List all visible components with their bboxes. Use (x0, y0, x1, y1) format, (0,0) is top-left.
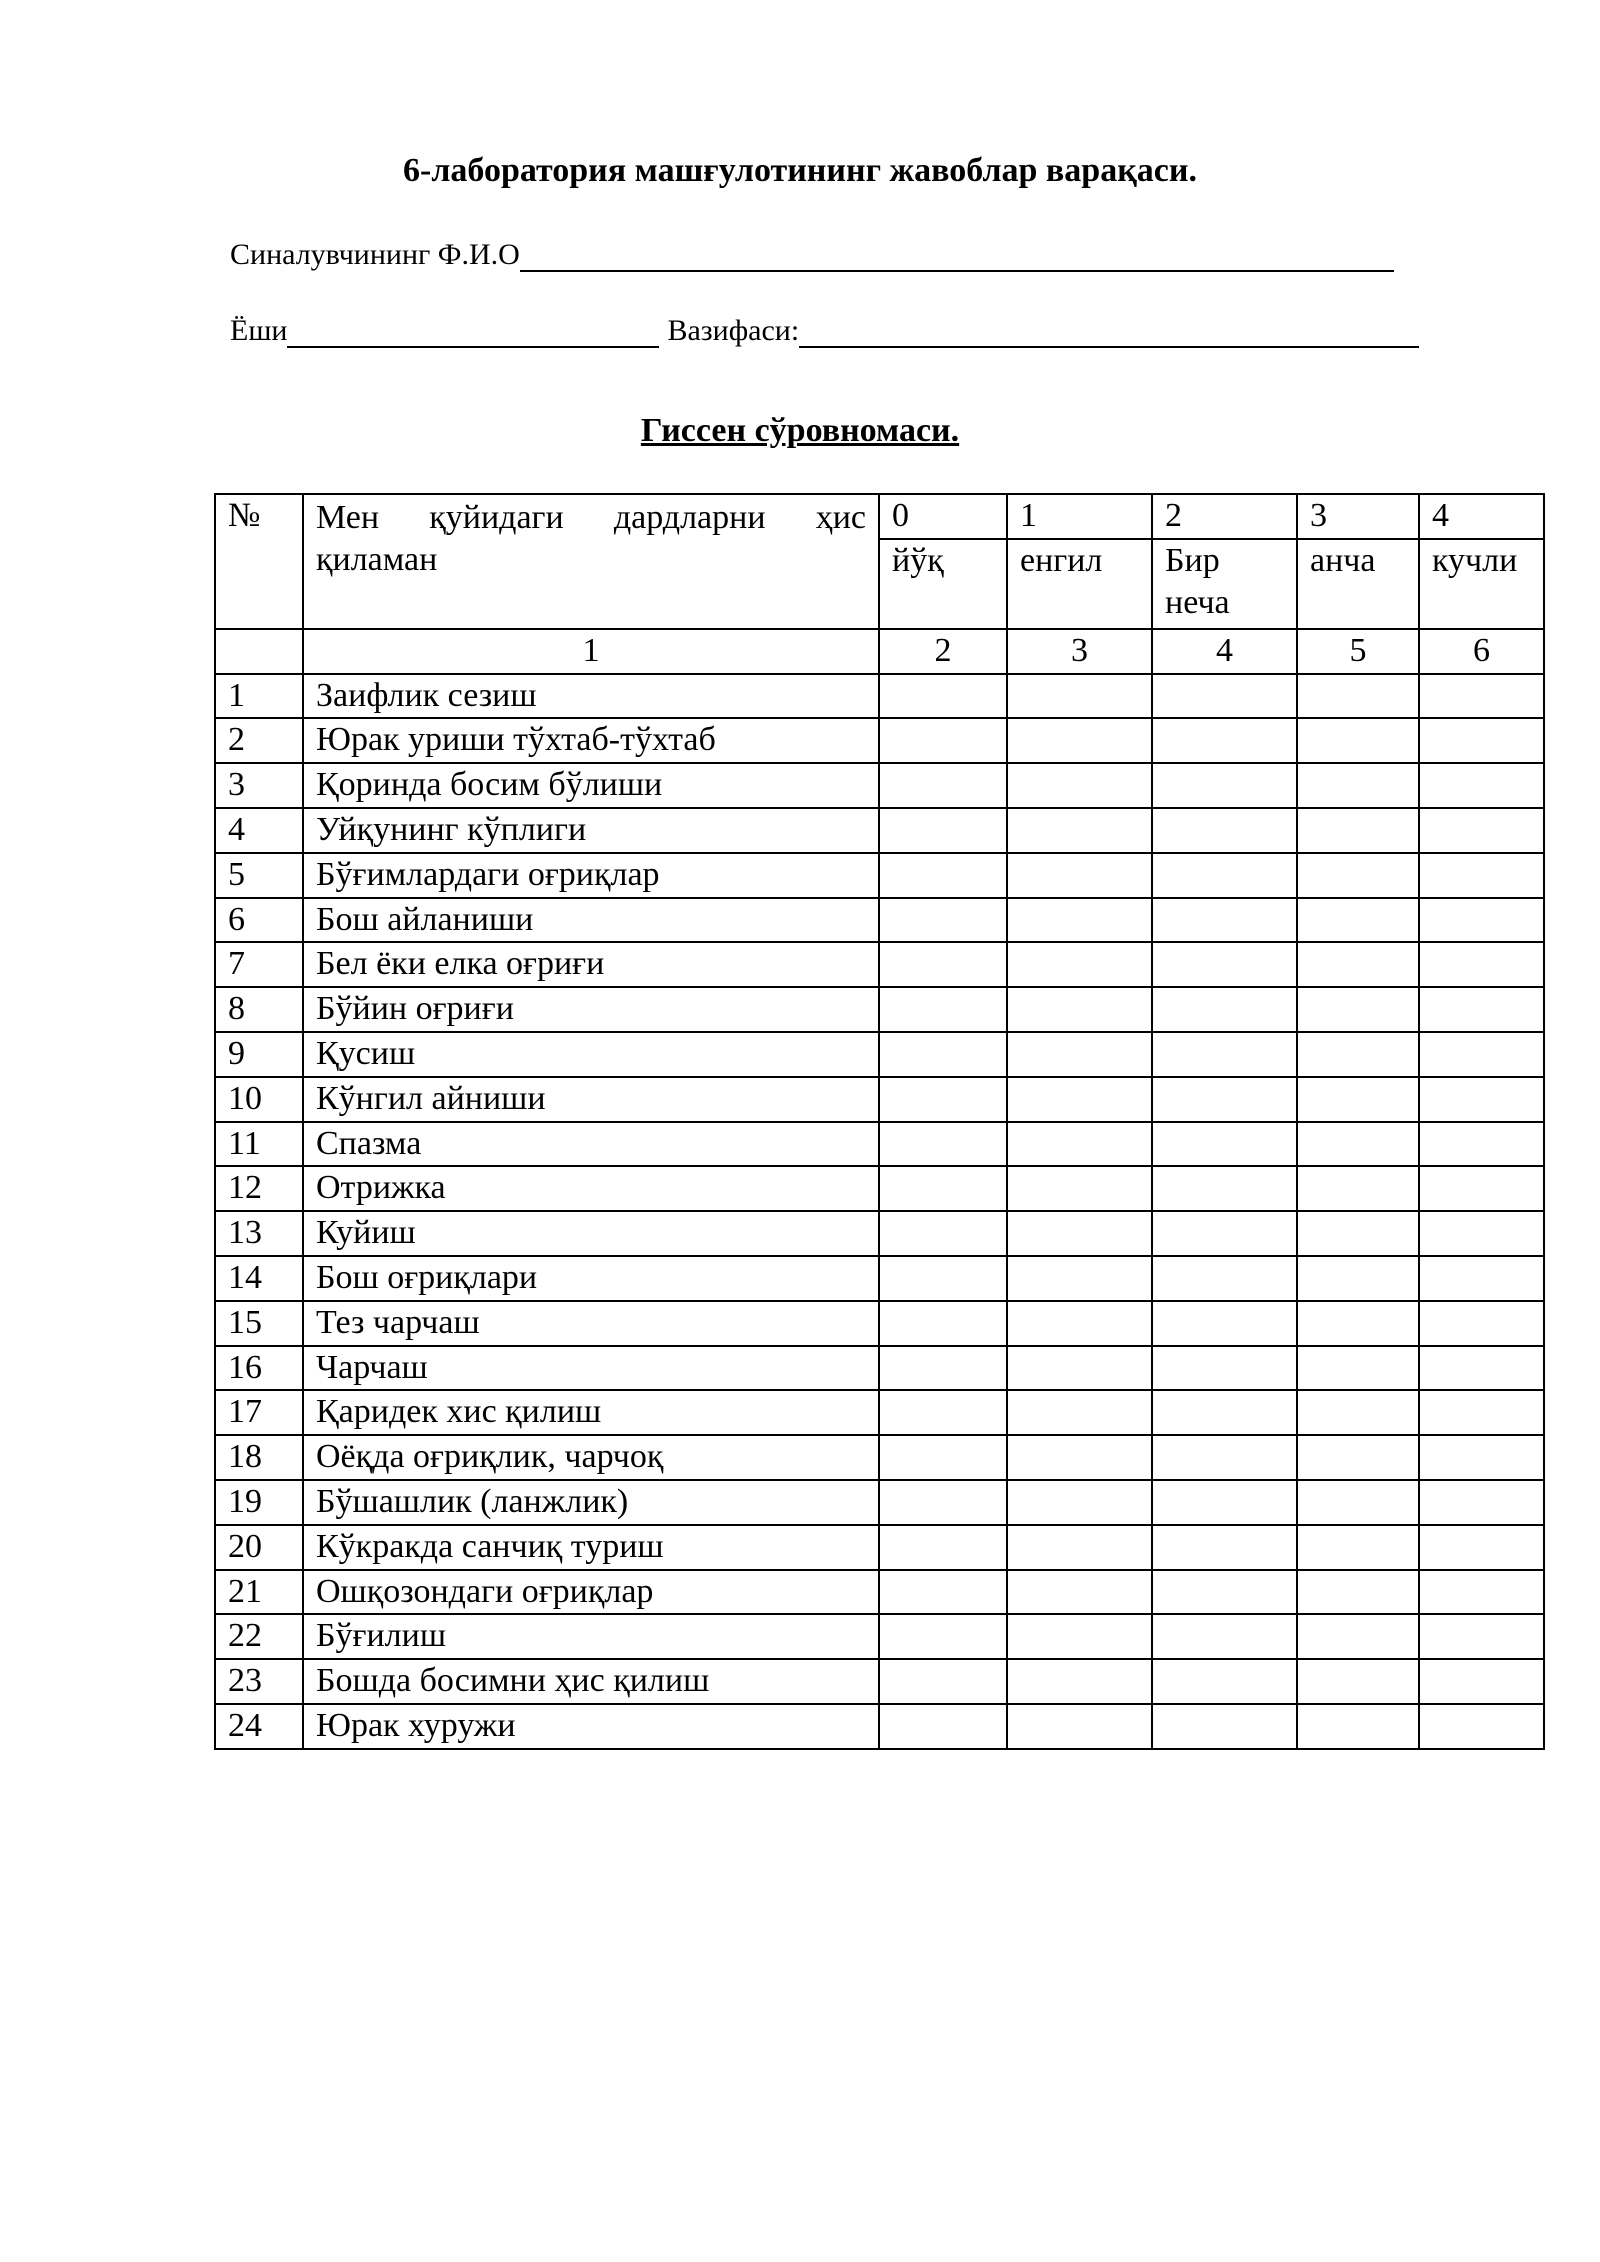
table-row (215, 898, 1544, 943)
row-statement: Бўйин оғриғи (303, 987, 879, 1032)
column-number-4: 4 (1152, 629, 1297, 674)
table-row (215, 808, 1544, 853)
answer-cell-0[interactable] (879, 1346, 1007, 1391)
answer-cell-0[interactable] (879, 1077, 1007, 1122)
scale-value-3: 3 (1297, 494, 1419, 539)
answer-cell-3[interactable] (1297, 1346, 1419, 1391)
answer-cell-0[interactable] (879, 1435, 1007, 1480)
answer-cell-2[interactable] (1152, 808, 1297, 853)
answer-cell-1[interactable] (1007, 1211, 1152, 1256)
row-statement: Чарчаш (303, 1346, 879, 1391)
answer-cell-4[interactable] (1419, 1032, 1544, 1077)
answer-cell-2[interactable] (1152, 1077, 1297, 1122)
answer-cell-1[interactable] (1007, 987, 1152, 1032)
row-number: 6 (215, 898, 303, 943)
answer-cell-2[interactable] (1152, 1346, 1297, 1391)
answer-cell-0[interactable] (879, 1256, 1007, 1301)
answer-cell-4[interactable] (1419, 987, 1544, 1032)
answer-cell-1[interactable] (1007, 1659, 1152, 1704)
answer-cell-0[interactable] (879, 808, 1007, 853)
answer-cell-0[interactable] (879, 1211, 1007, 1256)
answer-cell-0[interactable] (879, 1301, 1007, 1346)
scale-value-1: 1 (1007, 494, 1152, 539)
row-statement: Бош оғриқлари (303, 1256, 879, 1301)
answer-cell-0[interactable] (879, 1704, 1007, 1749)
answer-cell-3[interactable] (1297, 1704, 1419, 1749)
table-row (215, 1390, 1544, 1435)
row-number: 13 (215, 1211, 303, 1256)
answer-cell-2[interactable] (1152, 1614, 1297, 1659)
answer-cell-4[interactable] (1419, 808, 1544, 853)
answer-cell-0[interactable] (879, 1659, 1007, 1704)
row-number: 16 (215, 1346, 303, 1391)
row-statement: Кўкракда санчиқ туриш (303, 1525, 879, 1570)
answer-cell-2[interactable] (1152, 1390, 1297, 1435)
answer-cell-4[interactable] (1419, 1211, 1544, 1256)
name-field-row (230, 238, 1394, 272)
row-statement: Куйиш (303, 1211, 879, 1256)
row-number: 3 (215, 763, 303, 808)
row-number: 8 (215, 987, 303, 1032)
answer-cell-2[interactable] (1152, 718, 1297, 763)
answer-cell-2[interactable] (1152, 1256, 1297, 1301)
answer-cell-0[interactable] (879, 853, 1007, 898)
answer-cell-4[interactable] (1419, 1435, 1544, 1480)
row-statement: Қусиш (303, 1032, 879, 1077)
row-statement: Бел ёки елка оғриғи (303, 942, 879, 987)
row-number: 11 (215, 1122, 303, 1167)
answer-cell-1[interactable] (1007, 1480, 1152, 1525)
table-row (215, 1570, 1544, 1615)
table-row (215, 1659, 1544, 1704)
answer-cell-2[interactable] (1152, 1301, 1297, 1346)
row-statement: Юрак хуружи (303, 1704, 879, 1749)
age-position-row (230, 314, 1419, 348)
table-row (215, 1525, 1544, 1570)
header-number: № (215, 494, 303, 629)
answer-cell-0[interactable] (879, 1570, 1007, 1615)
scale-value-0: 0 (879, 494, 1007, 539)
answer-cell-4[interactable] (1419, 1614, 1544, 1659)
answer-cell-2[interactable] (1152, 942, 1297, 987)
table-row (215, 1480, 1544, 1525)
row-number: 2 (215, 718, 303, 763)
answer-cell-1[interactable] (1007, 1435, 1152, 1480)
position-blank-line[interactable] (799, 320, 1419, 348)
answer-cell-2[interactable] (1152, 1032, 1297, 1077)
scale-value-2: 2 (1152, 494, 1297, 539)
table-row (215, 1346, 1544, 1391)
answer-cell-3[interactable] (1297, 1435, 1419, 1480)
row-number: 18 (215, 1435, 303, 1480)
answer-cell-4[interactable] (1419, 1570, 1544, 1615)
answer-cell-1[interactable] (1007, 898, 1152, 943)
answer-cell-4[interactable] (1419, 1659, 1544, 1704)
name-blank-line[interactable] (520, 244, 1394, 272)
page-title: 6-лаборатория машғулотининг жавоблар варақаси. (403, 152, 1197, 189)
answer-cell-2[interactable] (1152, 1570, 1297, 1615)
answer-cell-1[interactable] (1007, 1525, 1152, 1570)
answer-cell-1[interactable] (1007, 942, 1152, 987)
row-number: 14 (215, 1256, 303, 1301)
answer-cell-1[interactable] (1007, 1390, 1152, 1435)
answer-cell-0[interactable] (879, 1166, 1007, 1211)
row-number: 5 (215, 853, 303, 898)
table-row (215, 1301, 1544, 1346)
answer-cell-3[interactable] (1297, 763, 1419, 808)
answer-cell-2[interactable] (1152, 987, 1297, 1032)
answer-cell-3[interactable] (1297, 1525, 1419, 1570)
table-row (215, 987, 1544, 1032)
row-number: 19 (215, 1480, 303, 1525)
row-statement: Ошқозондаги оғриқлар (303, 1570, 879, 1615)
answer-cell-1[interactable] (1007, 1570, 1152, 1615)
row-statement: Заифлик сезиш (303, 674, 879, 719)
column-number-1: 1 (303, 629, 879, 674)
answer-cell-1[interactable] (1007, 1256, 1152, 1301)
answer-cell-3[interactable] (1297, 1122, 1419, 1167)
row-statement: Юрак уриши тўхтаб-тўхтаб (303, 718, 879, 763)
answer-cell-4[interactable] (1419, 718, 1544, 763)
row-statement: Бошда босимни ҳис қилиш (303, 1659, 879, 1704)
answer-cell-0[interactable] (879, 763, 1007, 808)
answer-cell-2[interactable] (1152, 674, 1297, 719)
answer-cell-3[interactable] (1297, 1301, 1419, 1346)
row-statement: Тез чарчаш (303, 1301, 879, 1346)
scale-label-1: енгил (1007, 539, 1152, 629)
answer-cell-2[interactable] (1152, 1480, 1297, 1525)
row-number: 15 (215, 1301, 303, 1346)
column-number-row (215, 629, 1544, 674)
row-number: 24 (215, 1704, 303, 1749)
name-label: Синалувчининг Ф.И.О (230, 238, 520, 271)
answer-cell-3[interactable] (1297, 942, 1419, 987)
table-row (215, 942, 1544, 987)
header-statement-text: Мен қуйидаги дардларни ҳис қиламан (316, 499, 866, 578)
answer-cell-4[interactable] (1419, 898, 1544, 943)
answer-cell-1[interactable] (1007, 763, 1152, 808)
answer-cell-0[interactable] (879, 1614, 1007, 1659)
row-number: 4 (215, 808, 303, 853)
age-blank-line[interactable] (287, 320, 659, 348)
row-number: 10 (215, 1077, 303, 1122)
position-label: Вазифаси: (667, 314, 800, 347)
row-statement: Бўшашлик (ланжлик) (303, 1480, 879, 1525)
table-row (215, 1256, 1544, 1301)
row-number: 17 (215, 1390, 303, 1435)
answer-cell-1[interactable] (1007, 1077, 1152, 1122)
answer-cell-0[interactable] (879, 1480, 1007, 1525)
answer-cell-0[interactable] (879, 987, 1007, 1032)
table-row (215, 853, 1544, 898)
table-row (215, 1211, 1544, 1256)
answer-cell-2[interactable] (1152, 1122, 1297, 1167)
scale-label-3: анча (1297, 539, 1419, 629)
row-number: 12 (215, 1166, 303, 1211)
answer-cell-3[interactable] (1297, 1211, 1419, 1256)
answer-cell-0[interactable] (879, 1525, 1007, 1570)
answer-cell-0[interactable] (879, 718, 1007, 763)
answer-cell-0[interactable] (879, 942, 1007, 987)
row-statement: Кўнгил айниши (303, 1077, 879, 1122)
answer-cell-1[interactable] (1007, 718, 1152, 763)
answer-cell-4[interactable] (1419, 1480, 1544, 1525)
answer-cell-1[interactable] (1007, 853, 1152, 898)
table-row (215, 718, 1544, 763)
answer-cell-4[interactable] (1419, 1256, 1544, 1301)
row-number: 9 (215, 1032, 303, 1077)
table-row (215, 1704, 1544, 1749)
row-number: 7 (215, 942, 303, 987)
answer-cell-1[interactable] (1007, 1704, 1152, 1749)
answer-cell-1[interactable] (1007, 674, 1152, 719)
answer-cell-3[interactable] (1297, 718, 1419, 763)
answer-cell-4[interactable] (1419, 1166, 1544, 1211)
answer-cell-1[interactable] (1007, 1166, 1152, 1211)
answer-cell-1[interactable] (1007, 1301, 1152, 1346)
answer-cell-3[interactable] (1297, 1166, 1419, 1211)
header-row-scale-values (215, 494, 1544, 539)
row-statement: Бўғимлардаги оғриқлар (303, 853, 879, 898)
row-statement: Қаридек хис қилиш (303, 1390, 879, 1435)
row-number: 1 (215, 674, 303, 719)
column-number-2: 2 (879, 629, 1007, 674)
row-statement: Бош айланиши (303, 898, 879, 943)
answer-cell-4[interactable] (1419, 1346, 1544, 1391)
scale-label-4: кучли (1419, 539, 1544, 629)
answer-cell-0[interactable] (879, 898, 1007, 943)
survey-title: Гиссен сўровномаси. (640, 412, 960, 449)
column-number-3: 3 (1007, 629, 1152, 674)
answer-cell-4[interactable] (1419, 763, 1544, 808)
table-row (215, 1122, 1544, 1167)
answer-cell-4[interactable] (1419, 1077, 1544, 1122)
answer-cell-1[interactable] (1007, 1122, 1152, 1167)
row-number: 22 (215, 1614, 303, 1659)
answer-cell-4[interactable] (1419, 1122, 1544, 1167)
row-number: 21 (215, 1570, 303, 1615)
answer-cell-4[interactable] (1419, 1704, 1544, 1749)
answer-cell-2[interactable] (1152, 1659, 1297, 1704)
column-number-6: 6 (1419, 629, 1544, 674)
table-row (215, 674, 1544, 719)
answer-cell-3[interactable] (1297, 1614, 1419, 1659)
table-row (215, 763, 1544, 808)
answer-cell-3[interactable] (1297, 1659, 1419, 1704)
answer-cell-4[interactable] (1419, 853, 1544, 898)
answer-cell-1[interactable] (1007, 808, 1152, 853)
scale-value-4: 4 (1419, 494, 1544, 539)
age-label: Ёши (230, 314, 288, 347)
column-number-5: 5 (1297, 629, 1419, 674)
row-statement: Қоринда босим бўлиши (303, 763, 879, 808)
answer-cell-0[interactable] (879, 1390, 1007, 1435)
answer-cell-2[interactable] (1152, 1211, 1297, 1256)
header-statement (303, 494, 879, 629)
row-number: 20 (215, 1525, 303, 1570)
answer-cell-1[interactable] (1007, 1346, 1152, 1391)
answer-cell-3[interactable] (1297, 1256, 1419, 1301)
row-statement: Отрижка (303, 1166, 879, 1211)
answer-cell-3[interactable] (1297, 1570, 1419, 1615)
table-row (215, 1614, 1544, 1659)
row-number: 23 (215, 1659, 303, 1704)
answer-cell-3[interactable] (1297, 1032, 1419, 1077)
scale-label-0: йўқ (879, 539, 1007, 629)
row-statement: Спазма (303, 1122, 879, 1167)
answer-cell-3[interactable] (1297, 1480, 1419, 1525)
answer-cell-2[interactable] (1152, 898, 1297, 943)
answer-cell-4[interactable] (1419, 1390, 1544, 1435)
answer-cell-4[interactable] (1419, 942, 1544, 987)
answer-cell-1[interactable] (1007, 1614, 1152, 1659)
answer-cell-0[interactable] (879, 1032, 1007, 1077)
answer-cell-1[interactable] (1007, 1032, 1152, 1077)
answer-cell-2[interactable] (1152, 1704, 1297, 1749)
answer-cell-4[interactable] (1419, 1525, 1544, 1570)
table-row (215, 1166, 1544, 1211)
answer-cell-3[interactable] (1297, 1390, 1419, 1435)
answer-cell-2[interactable] (1152, 853, 1297, 898)
answer-cell-4[interactable] (1419, 674, 1544, 719)
answer-cell-3[interactable] (1297, 808, 1419, 853)
answer-cell-3[interactable] (1297, 1077, 1419, 1122)
answer-cell-2[interactable] (1152, 1435, 1297, 1480)
table-row (215, 1077, 1544, 1122)
answer-cell-3[interactable] (1297, 853, 1419, 898)
answer-cell-3[interactable] (1297, 674, 1419, 719)
scale-label-2: Бир неча (1152, 539, 1297, 629)
table-row (215, 1032, 1544, 1077)
answer-cell-0[interactable] (879, 674, 1007, 719)
answer-cell-3[interactable] (1297, 987, 1419, 1032)
answer-cell-4[interactable] (1419, 1301, 1544, 1346)
table-row (215, 1435, 1544, 1480)
row-statement: Уйқунинг кўплиги (303, 808, 879, 853)
answer-cell-2[interactable] (1152, 1166, 1297, 1211)
row-statement: Оёқда оғриқлик, чарчоқ (303, 1435, 879, 1480)
survey-table (214, 493, 1545, 1750)
answer-cell-0[interactable] (879, 1122, 1007, 1167)
row-statement: Бўғилиш (303, 1614, 879, 1659)
column-number-blank (215, 629, 303, 674)
answer-cell-2[interactable] (1152, 763, 1297, 808)
answer-cell-3[interactable] (1297, 898, 1419, 943)
answer-cell-2[interactable] (1152, 1525, 1297, 1570)
